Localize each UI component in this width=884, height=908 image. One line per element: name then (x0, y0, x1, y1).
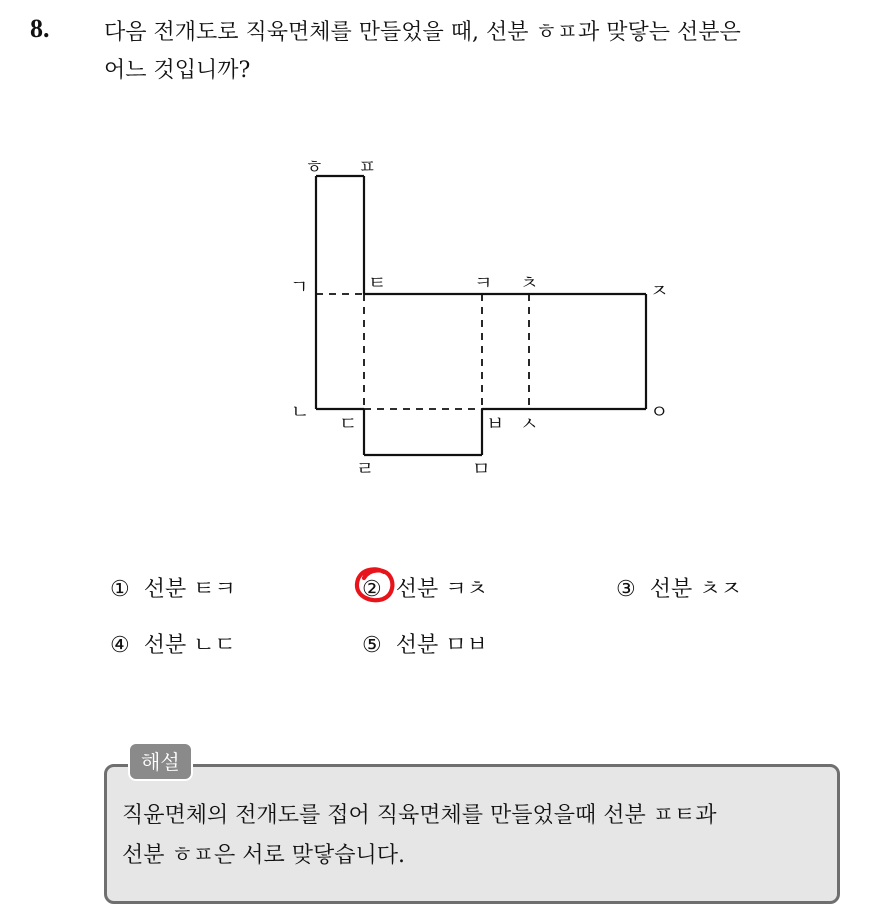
label-d: ㄷ (339, 413, 358, 435)
choice-4-text: 선분 ㄴㄷ (143, 633, 236, 658)
choice-1-number: ① (110, 577, 130, 602)
label-h: ㅎ (305, 156, 324, 178)
question-number: 8. (30, 14, 50, 43)
choice-1[interactable] (110, 572, 236, 603)
label-b: ㅂ (486, 413, 505, 435)
answer-circle-mark (354, 566, 396, 604)
choice-2-text: 선분 ㅋㅊ (395, 577, 488, 602)
label-t: ㅌ (368, 272, 387, 294)
choice-3-number: ③ (616, 577, 636, 602)
solution-line-1: 직윤면체의 전개도를 접어 직육면체를 만들었을때 선분 ㅍㅌ과 (122, 803, 717, 828)
solution-line-2: 선분 ㅎㅍ은 서로 맞닿습니다. (122, 843, 405, 868)
label-r: ㄹ (356, 458, 375, 480)
choice-3-text: 선분 ㅊㅈ (649, 577, 742, 602)
label-k: ㅋ (474, 272, 493, 294)
choice-1-text: 선분 ㅌㅋ (143, 577, 236, 602)
choice-5-text: 선분 ㅁㅂ (395, 633, 488, 658)
solution-tag: 해설 (128, 742, 193, 781)
choice-2-number: ② (362, 577, 382, 602)
label-p: ㅍ (358, 156, 377, 178)
label-m: ㅁ (472, 458, 491, 480)
choice-4-number: ④ (110, 633, 130, 658)
choice-5[interactable] (362, 628, 488, 659)
label-s: ㅅ (520, 413, 539, 435)
choice-4[interactable] (110, 628, 236, 659)
solution-text (122, 796, 832, 876)
choice-3[interactable] (616, 572, 742, 603)
question-line-2: 어느 것입니까? (104, 58, 251, 83)
label-g: ㄱ (290, 276, 309, 298)
label-ch: ㅊ (520, 272, 539, 294)
question-line-1: 다음 전개도로 직육면체를 만들었을 때, 선분 ㅎㅍ과 맞닿는 선분은 (104, 20, 741, 45)
label-o: ㅇ (650, 401, 669, 423)
label-j: ㅈ (650, 280, 669, 302)
choice-5-number: ⑤ (362, 633, 382, 658)
label-n: ㄴ (291, 401, 310, 423)
